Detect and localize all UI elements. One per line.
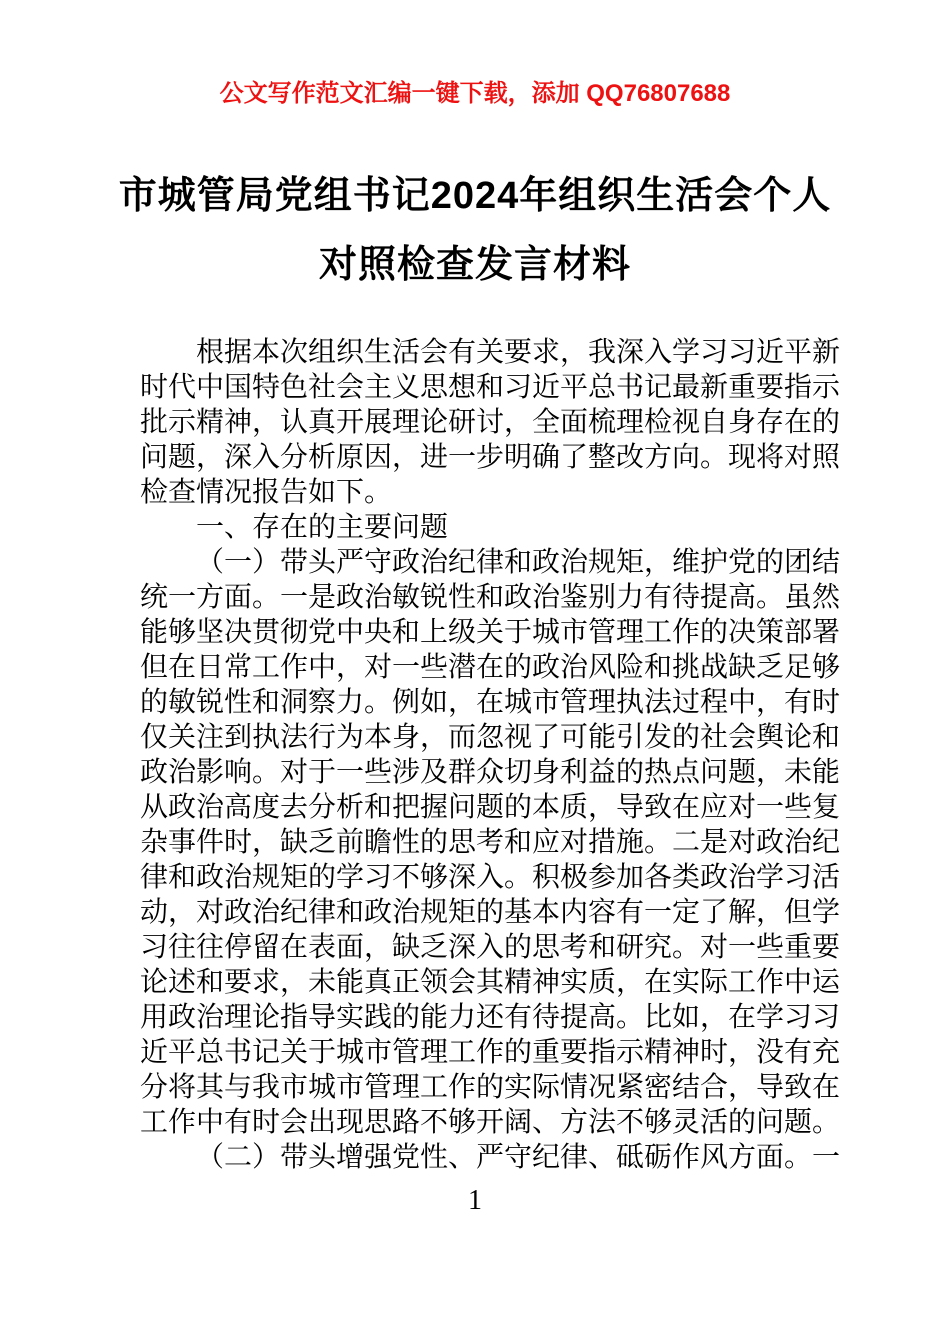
promo-notice: 公文写作范文汇编一键下载，添加 QQ76807688	[219, 80, 731, 107]
document-title	[75, 162, 875, 300]
paragraph-intro: 根据本次组织生活会有关要求，我深入学习习近平新时代中国特色社会主义思想和习近平总书记最新重要指示批示精神，认真开展理论研讨，全面梳理检视自身存在的问题，深入分析原因，进一步明确了整改方向。现将对照检查情况报告如下。	[140, 336, 841, 507]
paragraph-item-one: （一）带头严守政治纪律和政治规矩，维护党的团结统一方面。一是政治敏锐性和政治鉴别力有待提高。虽然能够坚决贯彻党中央和上级关于城市管理工作的决策部署但在日常工作中，对一些潜在的政治风险和挑战缺乏足够的敏锐性和洞察力。例如，在城市管理执法过程中，有时仅关注到执法行为本身，而忽视了可能引发的社会舆论和政治影响。对于一些涉及群众切身利益的热点问题，未能从政治高度去分析和把握问题的本质，导致在应对一些复杂事件时，缺乏前瞻性的思考和应对措施。二是对政治纪律和政治规矩的学习不够深入。积极参加各类政治学习活动，对政治纪律和政治规矩的基本内容有一定了解，但学习往往停留在表面，缺乏深入的思考和研究。对一些重要论述和要求，未能真正领会其精神实质，在实际工作中运用政治理论指导实践的能力还有待提高。比如，在学习习近平总书记关于城市管理工作的重要指示精神时，没有充分将其与我市城市管理工作的实际情况紧密结合，导致在工作中有时会出现思路不够开阔、方法不够灵活的问题。	[140, 546, 841, 1137]
document-body	[140, 334, 840, 1174]
document-title-line-1: 市城管局党组书记2024年组织生活会个人	[118, 175, 832, 217]
paragraph-item-two: （二）带头增强党性、严守纪律、砥砺作风方面。一	[196, 1141, 841, 1172]
page-number: 1	[468, 1185, 482, 1216]
document-title-line-2: 对照检查发言材料	[318, 244, 631, 286]
section-heading-main-problems: 一、存在的主要问题	[196, 511, 449, 542]
